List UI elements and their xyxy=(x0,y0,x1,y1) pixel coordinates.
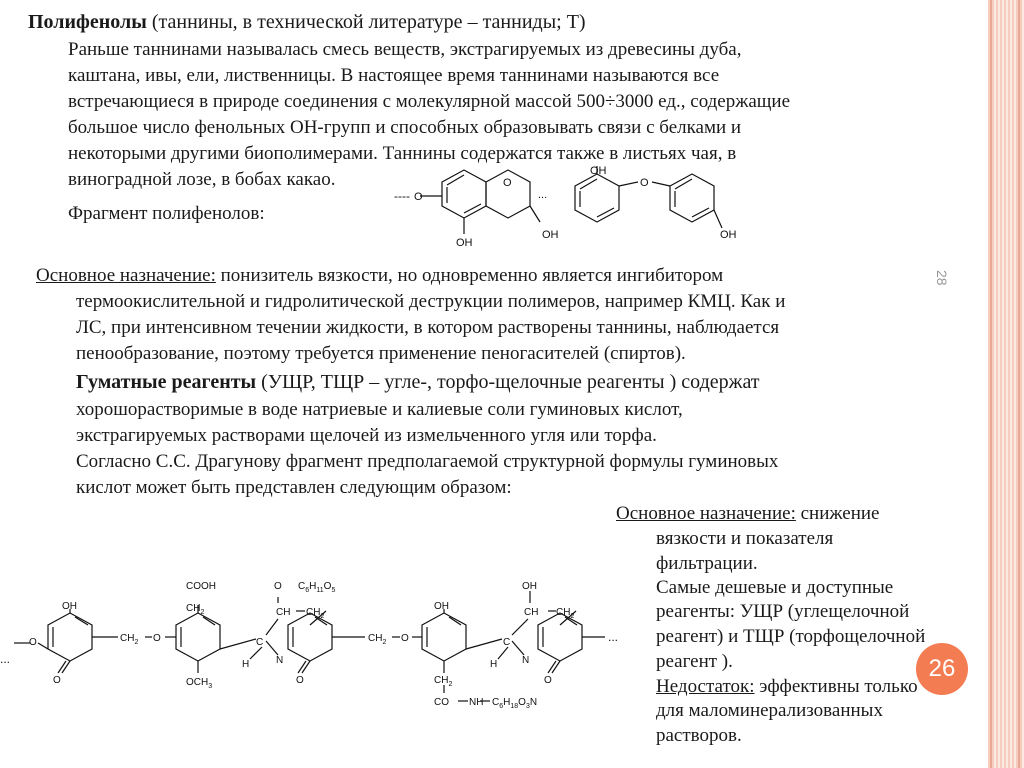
purpose2-line-6: реагент) и ТЩР (торфощелочной xyxy=(656,626,926,647)
purpose-line-4: пенообразование, поэтому требуется применение пеногасителей (спиртов). xyxy=(76,343,686,364)
formula-o-ring: O xyxy=(503,177,512,189)
humic-nh: NH xyxy=(469,697,484,708)
purpose2-line-5: реагенты: УЩР (углещелочной xyxy=(656,601,910,622)
formula-oh-bottom: OH xyxy=(456,237,473,249)
ring-b xyxy=(575,174,619,222)
drawback-text: эффективны только xyxy=(754,676,918,697)
purpose-text: понизитель вязкости, но одновременно является ингибитором xyxy=(215,265,724,286)
drawback-line-1 xyxy=(656,675,918,699)
humic-ch-2: CH xyxy=(524,607,539,618)
polyphenols-line-5: некоторыми другими биополимерами. Таннины содержатся также в листьях чая, в xyxy=(68,143,737,164)
polyphenols-line-1: Раньше таннинами называлась смесь веществ, экстрагируемых из древесины дуба, xyxy=(68,39,742,60)
humic-ch2-c: $CH_2$ xyxy=(434,675,453,688)
humic-o-1: O xyxy=(29,637,37,648)
ring-d xyxy=(670,174,714,222)
humic-ch2-link-2: $CH_2$ xyxy=(368,633,387,646)
humic-dots-right: ... xyxy=(608,630,619,644)
humic-ch-1: CH xyxy=(276,607,291,618)
purpose-line-1 xyxy=(36,264,723,288)
purpose2-label: Основное назначение: xyxy=(616,503,796,524)
vertical-page-number: 28 xyxy=(934,270,950,286)
formula-dots: ... xyxy=(538,189,548,201)
polyphenols-line-3: встречающиеся в природе соединения с молекулярной массой 500÷3000 ед., содержащие xyxy=(68,91,791,112)
purpose-line-3: ЛС, при интенсивном течении жидкости, в котором растворены таннины, наблюдается xyxy=(76,317,780,338)
humate-title: Гуматные реагенты xyxy=(76,371,257,393)
purpose-label: Основное назначение: xyxy=(36,265,216,286)
humic-oh-1: OH xyxy=(62,601,77,612)
humate-line-4: кислот может быть представлен следующим образом: xyxy=(76,477,512,498)
humic-ch2-link-1: $CH_2$ xyxy=(120,633,139,646)
formula-o-bridge: O xyxy=(640,177,649,189)
formula-dash-left: ---- xyxy=(394,189,410,203)
fragment-label: Фрагмент полифенолов: xyxy=(68,203,265,224)
purpose2-line-3: фильтрации. xyxy=(656,553,758,574)
polyphenols-line-2: каштана, ивы, ели, лиственницы. В настоящее время таннинами называются все xyxy=(68,65,720,86)
humic-oh-2: OH xyxy=(434,601,449,612)
drawback-line-3: растворов. xyxy=(656,725,742,746)
humic-c6h11o5: $C_6H_{11}O_5$ xyxy=(298,581,336,594)
humic-c-2: C xyxy=(503,637,511,648)
humic-ch2-a: $CH_2$ xyxy=(186,603,205,616)
ring-a xyxy=(442,170,486,218)
polyphenols-heading xyxy=(28,10,586,34)
humate-line-1: хорошорастворимые в воде натриевые и калиевые соли гуминовых кислот, xyxy=(76,399,683,420)
humic-n-1: N xyxy=(276,655,284,666)
polyphenol-formula xyxy=(390,160,750,260)
formula-oh-top: OH xyxy=(590,165,607,177)
humic-n-2: N xyxy=(522,655,530,666)
formula-oh-ring: OH xyxy=(542,229,559,241)
humic-ch2-b: $CH_2$ xyxy=(306,607,325,620)
humic-dots-left: ... xyxy=(0,652,11,666)
humic-ch2-d: $CH_2$ xyxy=(556,607,575,620)
humic-h-1: H xyxy=(242,659,250,670)
polyphenols-line-4: большое число фенольных ОН-групп и способных образовывать связи с белками и xyxy=(68,117,742,138)
humic-o-sugar: O xyxy=(274,581,282,592)
slide-number-badge: 26 xyxy=(916,643,968,695)
purpose2-line-1 xyxy=(616,502,879,526)
formula-o-left: O xyxy=(414,191,423,203)
humic-h-2: H xyxy=(490,659,498,670)
humic-c6h18o3n: $C_6H_{18}O_3N$ xyxy=(492,697,538,710)
polyphenols-line-6: виноградной лозе, в бобах какао. xyxy=(68,169,336,190)
purpose-line-2: термоокислительной и гидролитической деструкции полимеров, например КМЦ. Как и xyxy=(76,291,786,312)
purpose2-line-7: реагент ). xyxy=(656,651,733,672)
humic-o-link-1: O xyxy=(153,633,161,644)
humic-o-keto-1: O xyxy=(53,675,61,686)
drawback-line-2: для маломинерализованных xyxy=(656,700,883,721)
humic-cooh: COOH xyxy=(186,581,216,592)
stripe-line-right xyxy=(1018,0,1020,768)
humic-co: CO xyxy=(434,697,449,708)
humic-oh-top-2: OH xyxy=(522,581,537,592)
polyphenols-subtitle: (таннины, в технической литературе – танниды; Т) xyxy=(146,11,586,33)
formula-oh-right: OH xyxy=(720,229,737,241)
humate-heading xyxy=(76,370,760,394)
humic-o-keto-2: O xyxy=(296,675,304,686)
humic-o-link-2: O xyxy=(401,633,409,644)
purpose2-text: снижение xyxy=(795,503,880,524)
humate-line-3: Согласно С.С. Драгунову фрагмент предполагаемой структурной формулы гуминовых xyxy=(76,451,779,472)
purpose2-line-2: вязкости и показателя xyxy=(656,528,834,549)
humic-och3: $OCH_3$ xyxy=(186,677,213,690)
drawback-label: Недостаток: xyxy=(656,676,755,697)
humic-o-keto-3: O xyxy=(544,675,552,686)
humic-acid-formula xyxy=(0,575,640,715)
humate-subtitle: (УЩР, ТЩР – угле-, торфо-щелочные реагенты ) содержат xyxy=(256,371,760,393)
humate-line-2: экстрагируемых растворами щелочей из измельченного угля или торфа. xyxy=(76,425,657,446)
humic-c-1: C xyxy=(256,637,264,648)
purpose2-line-4: Самые дешевые и доступные xyxy=(656,577,894,598)
polyphenols-title: Полифенолы xyxy=(28,11,147,33)
stripe-line-left xyxy=(990,0,992,768)
